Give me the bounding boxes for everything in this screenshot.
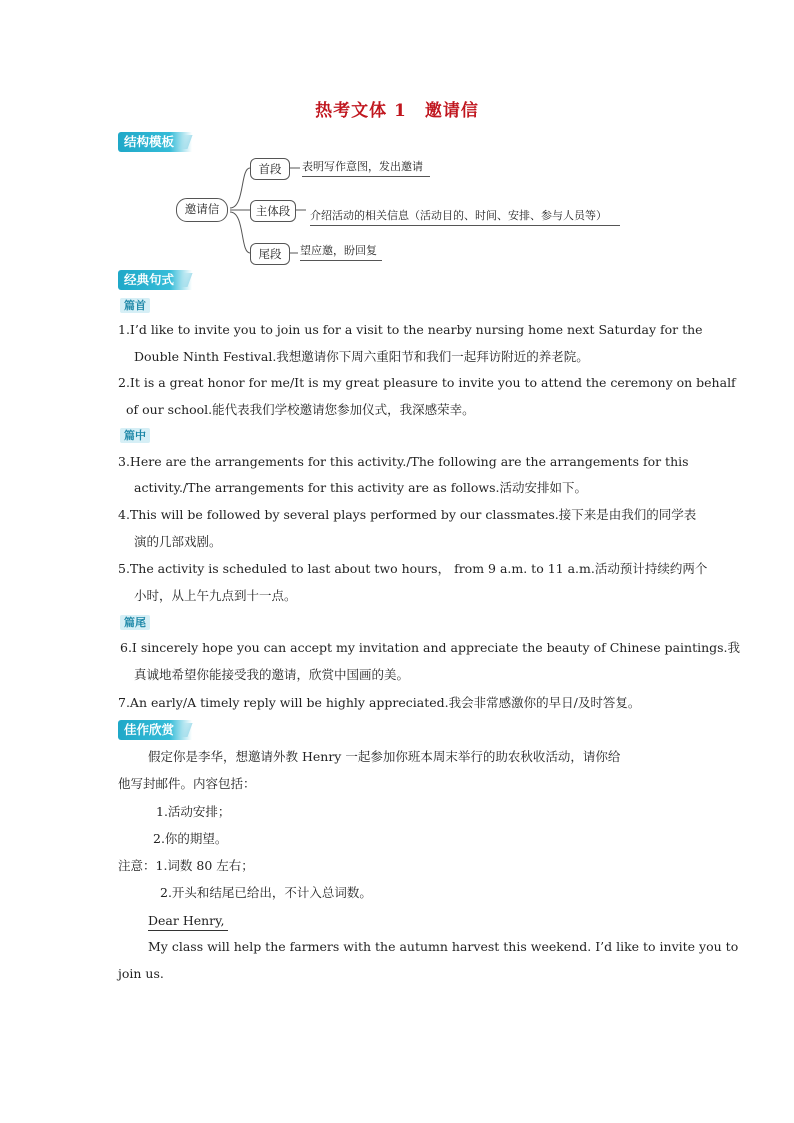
page-title: 热考文体 1 邀请信	[315, 101, 479, 121]
sentence-3-line-1: 3.Here are the arrangements for this activity./The following are the arrangements for this	[118, 454, 689, 469]
diagram-root: 邀请信	[176, 198, 228, 222]
section-badge-structure: 结构模板	[118, 132, 192, 152]
diagram-branch-ending: 尾段	[250, 243, 290, 265]
sentence-2-line-2: of our school.能代表我们学校邀请您参加仪式，我深感荣幸。	[126, 402, 475, 417]
diagram-desc-opening: 表明写作意图，发出邀请	[302, 158, 430, 177]
section-badge-appreciation: 佳作欣赏	[118, 720, 192, 740]
tag-opening: 篇首	[120, 298, 150, 313]
diagram-desc-ending: 望应邀，盼回复	[300, 242, 382, 261]
structure-diagram	[170, 150, 640, 268]
letter-greeting: Dear Henry,	[148, 913, 228, 931]
sentence-4-line-2: 演的几部戏剧。	[134, 534, 222, 549]
letter-body-line-2: join us.	[118, 966, 164, 981]
task-note-2: 2.开头和结尾已给出，不计入总词数。	[160, 885, 372, 900]
sentence-5-line-1: 5.The activity is scheduled to last about two hours， from 9 a.m. to 11 a.m.活动预计持续约两个	[118, 561, 708, 576]
sentence-6-line-1: 6.I sincerely hope you can accept my invitation and appreciate the beauty of Chinese paintings.我	[120, 640, 741, 655]
task-paragraph-line-2: 他写封邮件。内容包括：	[118, 776, 256, 791]
diagram-branch-body: 主体段	[250, 200, 296, 222]
sentence-1-line-2: Double Ninth Festival.我想邀请你下周六重阳节和我们一起拜访附近的养老院。	[134, 349, 589, 364]
sentence-5-line-2: 小时，从上午九点到十一点。	[134, 588, 297, 603]
sentence-2-line-1: 2.It is a great honor for me/It is my great pleasure to invite you to attend the ceremony on behalf	[118, 375, 736, 390]
section-badge-sentences: 经典句式	[118, 270, 192, 290]
task-content-1: 1.活动安排；	[156, 804, 231, 819]
task-paragraph-line-1: 假定你是李华，想邀请外教 Henry 一起参加你班本周末举行的助农秋收活动，请你给	[148, 749, 621, 764]
task-content-2: 2.你的期望。	[153, 831, 228, 846]
tag-ending: 篇尾	[120, 615, 150, 630]
task-note-1: 注意：1.词数 80 左右；	[118, 858, 254, 873]
sentence-1-line-1: 1.I’d like to invite you to join us for a visit to the nearby nursing home next Saturday for the	[118, 322, 703, 337]
sentence-3-line-2: activity./The arrangements for this activity are as follows.活动安排如下。	[134, 480, 587, 495]
sentence-4-line-1: 4.This will be followed by several plays performed by our classmates.接下来是由我们的同学表	[118, 507, 697, 522]
letter-body-line-1: My class will help the farmers with the autumn harvest this weekend. I’d like to invite you to	[148, 939, 739, 954]
diagram-desc-body: 介绍活动的相关信息（活动目的、时间、安排、参与人员等）	[310, 207, 620, 226]
sentence-7: 7.An early/A timely reply will be highly appreciated.我会非常感激你的早日/及时答复。	[118, 695, 641, 710]
tag-middle: 篇中	[120, 428, 150, 443]
diagram-branch-opening: 首段	[250, 158, 290, 180]
sentence-6-line-2: 真诚地希望你能接受我的邀请，欣赏中国画的美。	[134, 667, 410, 682]
